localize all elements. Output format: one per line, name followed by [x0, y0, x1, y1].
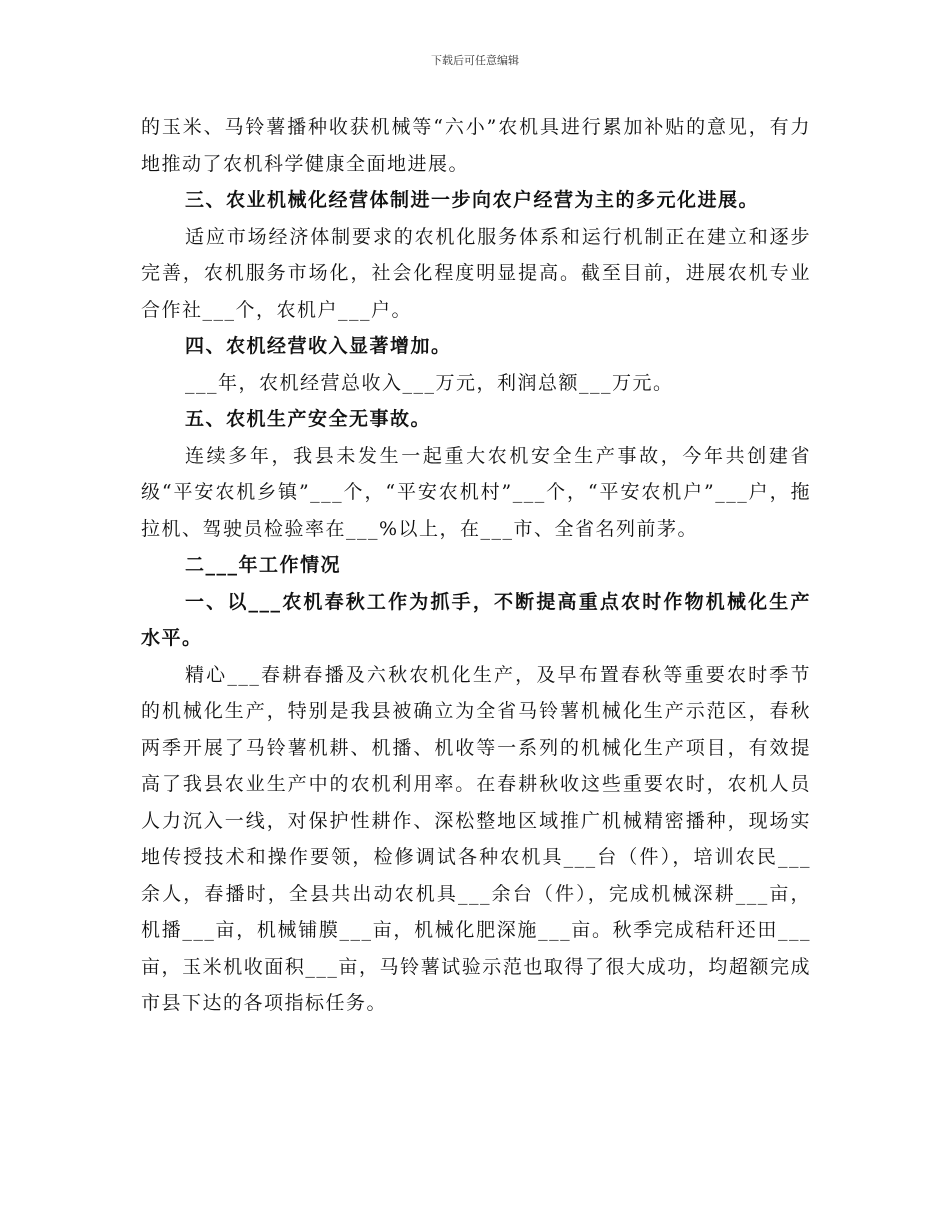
document-body: [141, 109, 811, 1022]
section-heading-1: 一、以___农机春秋工作为抓手，不断提高重点农时作物机械化生产水平。: [141, 590, 811, 649]
section-heading-5: 五、农机生产安全无事故。: [185, 408, 432, 430]
body-paragraph: 精心___春耕春播及六秋农机化生产，及早布置春秋等重要农时季节的机械化生产，特别是我县被确立为全省马铃薯机械化生产示范区，春秋两季开展了马铃薯机耕、机播、机收等一系列的机械化生产项目，有效提高了我县农业生产中的农机利用率。在春耕秋收这些重要农时，农机人员人力沉入一线，对保护性耕作、深松整地区域推广机械精密播种，现场实地传授技术和操作要领，检修调试各种农机具___台（件），培训农民___余人，春播时，全县共出动农机具___余台（件），完成机械深耕___亩，机播___亩，机械铺膜___亩，机械化肥深施___亩。秋季完成秸秆还田___亩，玉米机收面积___亩，马铃薯试验示范也取得了很大成功，均超额完成市县下达的各项指标任务。: [141, 663, 811, 1014]
section-heading-4: 四、农机经营收入显著增加。: [185, 335, 452, 357]
body-paragraph: 连续多年，我县未发生一起重大农机安全生产事故，今年共创建省级“平安农机乡镇”___个，“平安农机村”___个，“平安农机户”___户，拖拉机、驾驶员检验率在___%以上，在___市、全省名列前茅。: [141, 444, 811, 540]
part-heading: 二___年工作情况: [185, 554, 342, 576]
page-header: 下载后可任意编辑: [431, 54, 519, 67]
section-heading-3: 三、农业机械化经营体制进一步向农户经营为主的多元化进展。: [185, 189, 760, 211]
body-paragraph: ___年，农机经营总收入___万元，利润总额___万元。: [185, 371, 674, 394]
body-paragraph: 的玉米、马铃薯播种收获机械等“六小”农机具进行累加补贴的意见，有力地推动了农机科学健康全面地进展。: [141, 116, 811, 175]
body-paragraph: 适应市场经济体制要求的农机化服务体系和运行机制正在建立和逐步完善，农机服务市场化，社会化程度明显提高。截至目前，进展农机专业合作社___个，农机户___户。: [141, 225, 811, 321]
